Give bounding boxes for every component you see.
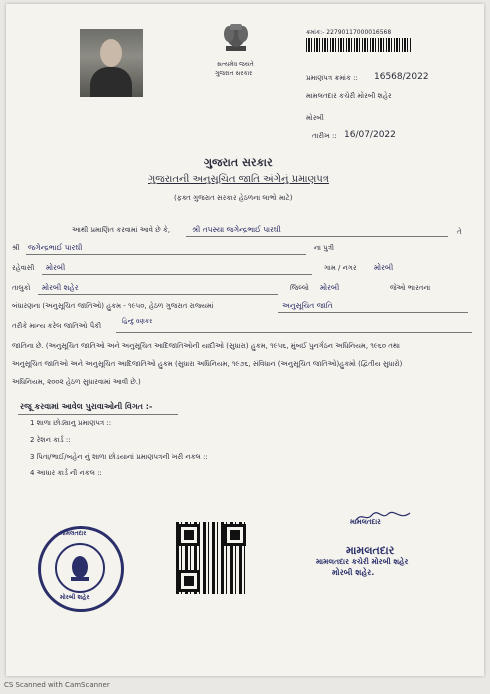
paragraph-line-3: અધિનિયમ, ૨૦૦૨ હેઠળ સુધારવામાં આવી છે.) bbox=[12, 378, 141, 386]
shri-label: શ્રી bbox=[12, 244, 20, 252]
taluka-value: મોરબી શહેર bbox=[42, 283, 79, 292]
father-underline bbox=[26, 254, 306, 255]
photo-body bbox=[90, 67, 132, 97]
qr-corner-marker bbox=[178, 524, 200, 546]
relation-label: ના પુત્રી bbox=[314, 244, 335, 252]
documents-heading: રજૂ કરવામાં આવેલ પુરાવાઓની વિગત :- bbox=[20, 402, 153, 411]
qr-corner-marker bbox=[178, 570, 200, 592]
barcode bbox=[306, 38, 412, 52]
barcode-number: ક્રમાંક:- 22790117000016568 bbox=[306, 29, 392, 36]
qr-corner-marker bbox=[224, 524, 246, 546]
certificate-title: ગુજરાતની અનુસૂચિત જાતિ અંગેનું પ્રમાણપત્ર bbox=[148, 174, 329, 185]
recognized-text: તરીકે માન્ય કરેલ જાતિઓ પૈકી bbox=[12, 322, 102, 330]
stamp-place: મોરબી શહેર. bbox=[332, 568, 375, 577]
scanner-watermark: CS Scanned with CamScanner bbox=[4, 681, 110, 689]
name-end: તે bbox=[457, 228, 462, 236]
qr-code bbox=[176, 522, 248, 594]
certify-text: આથી પ્રમાણિત કરવામાં આવે છે કે, bbox=[72, 226, 171, 234]
taluka-underline bbox=[38, 294, 278, 295]
stamp-office: મામલતદાર કચેરી મોરબી શહેર bbox=[316, 557, 409, 566]
place: મોરબી bbox=[306, 114, 324, 122]
resident-value: મોરબી bbox=[46, 263, 66, 272]
village-value: મોરબી bbox=[374, 263, 394, 272]
seal-emblem-ring bbox=[55, 543, 105, 593]
government-title: ગુજરાત સરકાર bbox=[204, 156, 273, 169]
resident-label: રહેવાસી bbox=[12, 264, 35, 272]
name-underline bbox=[186, 236, 448, 237]
emblem-government-caption: ગુજરાત સરકાર bbox=[215, 70, 253, 77]
paragraph-line-2: અનુસૂચિત જાતિઓ અને અનુસૂચિત આદિજાતિઓ હુકમ (સુધારા અધિનિયમ, ૧૯૭૬, સંવિધાન (અનુસૂચિત જાતિઓ)હુકમો (દ્વિતીય સુધારો) bbox=[12, 360, 403, 368]
document-item: 2 રેશન કાર્ડ :: bbox=[30, 436, 71, 444]
certificate-page bbox=[6, 4, 484, 676]
certificate-no: 16568/2022 bbox=[374, 72, 429, 82]
emblem-caption: સત્યમેવ જયતે bbox=[217, 61, 254, 68]
certificate-subtitle: (ફક્ત ગુજરાત સરકાર હેઠળના લાભો માટે) bbox=[174, 194, 293, 202]
village-label: ગામ / નગર bbox=[324, 264, 357, 272]
signatory-designation: મામલતદાર bbox=[350, 518, 381, 526]
issuer-office: મામલતદાર કચેરી મોરબી શહેર bbox=[306, 92, 392, 100]
subcaste-underline bbox=[116, 332, 472, 333]
caste-value: અનુસૂચિત જાતિ bbox=[282, 301, 333, 310]
date-label: તારીખ :: bbox=[312, 132, 337, 140]
taluka-label: તાલુકો bbox=[12, 284, 31, 292]
seal-top-text: મામલતદાર bbox=[60, 530, 87, 537]
document-item: 3 પિતા/ભાઈ/બહેન નું શાળા છોડયાનાં પ્રમાણપત્રની ખરી નકલ :: bbox=[30, 453, 208, 461]
seal-bottom-text: મોરબી શહેર bbox=[60, 594, 90, 601]
photo-head bbox=[100, 39, 122, 67]
father-name: જગેન્દ્રભાઈ પારઘી bbox=[28, 243, 83, 252]
applicant-name: શ્રી તપસ્યા જગેન્દ્રભાઈ પારઘી bbox=[192, 225, 281, 234]
document-item: 4 આધાર કાર્ડ ની નકલ :: bbox=[30, 469, 102, 477]
document-item: 1 શાળા છોડ્યાનુ પ્રમાણપત્ર :: bbox=[30, 419, 112, 427]
documents-heading-underline bbox=[18, 414, 178, 415]
seal-emblem-icon bbox=[57, 545, 103, 591]
stamp-title: મામલતદાર bbox=[346, 544, 395, 557]
state-text: જેઓ ભારતના bbox=[390, 284, 431, 292]
district-label: જિલ્લો bbox=[290, 284, 309, 292]
state-emblem-icon bbox=[216, 16, 256, 60]
resident-underline bbox=[42, 274, 312, 275]
district-value: મોરબી bbox=[320, 283, 340, 292]
caste-underline bbox=[278, 312, 468, 313]
paragraph-line-1: જાતિના છે. (અનુસૂચિત જાતિઓ અને અનુસૂચિત આદિજાતિઓની યાદીઓ (સુધારા) હુકમ, ૧૯૫૬, મુંબઈ પુનર્ગઠન અધિનિયમ, ૧૯૬૦ તથા bbox=[12, 342, 400, 350]
applicant-photo bbox=[80, 29, 143, 97]
subcaste-value: હિન્દુ વણકર bbox=[122, 318, 153, 325]
order-text: બંધારણના (અનુસૂચિત જાતિઓ) હુકમ - ૧૯૫૦, હેઠળ ગુજરાત રાજ્યમાં bbox=[12, 302, 214, 310]
issue-date: 16/07/2022 bbox=[344, 130, 396, 140]
certificate-no-label: પ્રમાણપત્ર ક્રમાંક :: bbox=[306, 74, 358, 82]
